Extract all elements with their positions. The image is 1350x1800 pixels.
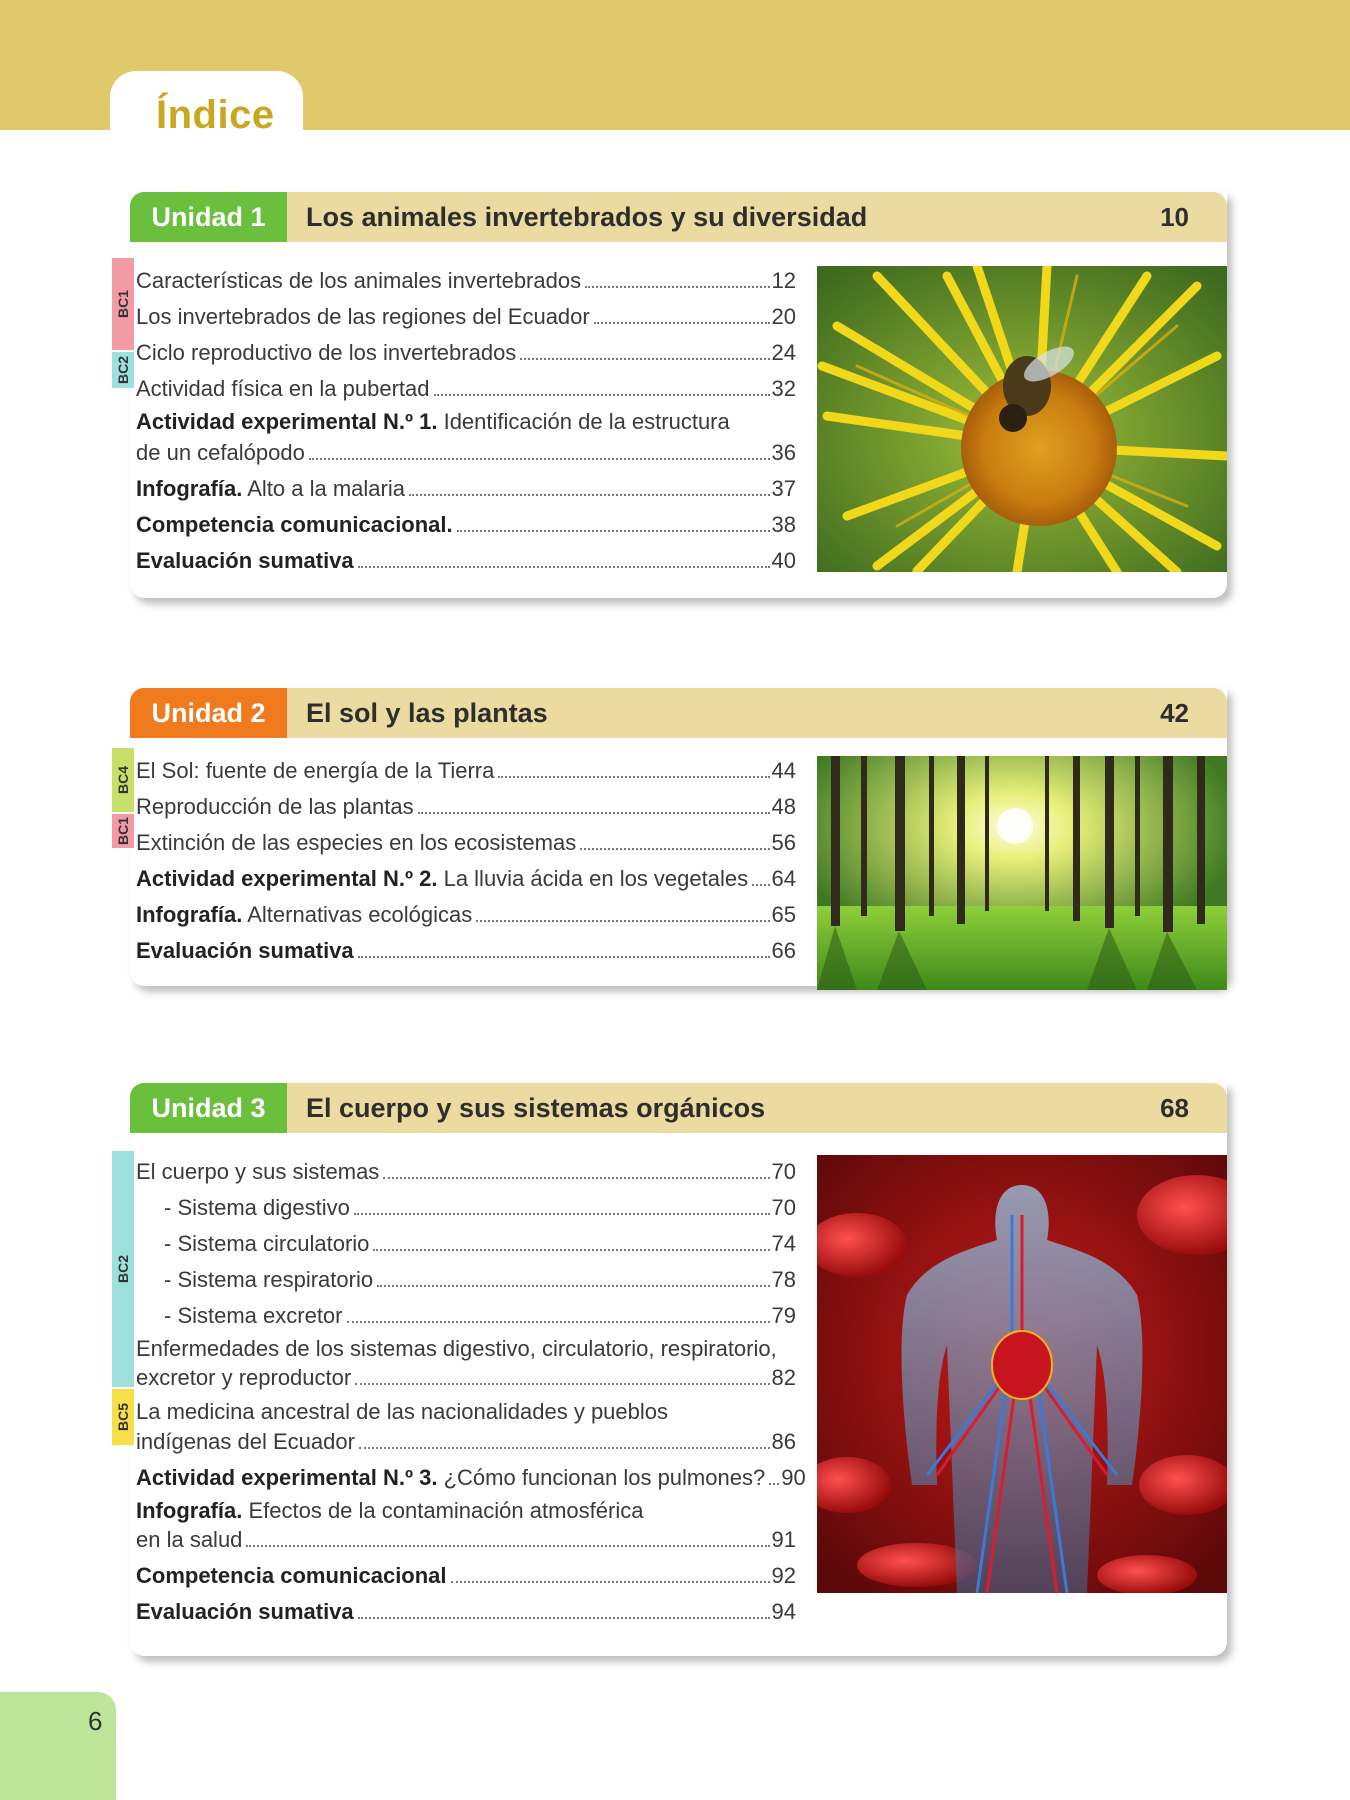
toc-entry[interactable]: Competencia comunicacional. 38: [136, 512, 796, 537]
toc-entry[interactable]: - Sistema circulatorio 74: [164, 1231, 796, 1256]
unit-2-title[interactable]: El sol y las plantas: [306, 698, 548, 728]
toc-entry[interactable]: Evaluación sumativa 40: [136, 548, 796, 573]
toc-entry[interactable]: Infografía. Alternativas ecológicas 65: [136, 902, 796, 927]
toc-entry[interactable]: Competencia comunicacional 92: [136, 1563, 796, 1588]
page-title: Índice: [156, 93, 275, 137]
bc-tag: BC1: [112, 814, 134, 848]
unit-3-toc: [115, 1149, 806, 1625]
unit-1-toc: [115, 258, 796, 574]
toc-entry[interactable]: - Sistema digestivo 70: [164, 1195, 796, 1220]
bc-tag: BC2: [112, 352, 134, 388]
unit-3-header: [130, 1083, 1227, 1133]
toc-entry[interactable]: Infografía. Efectos de la contaminación atmosférica en la salud 91: [136, 1498, 796, 1552]
unit-3-card: [115, 1083, 1227, 1656]
toc-entry[interactable]: El Sol: fuente de energía de la Tierra 44: [136, 758, 796, 783]
unit-2-header: [130, 688, 1227, 738]
unit-1-title[interactable]: Los animales invertebrados y su diversidad: [306, 202, 868, 232]
unit-3-page: 68: [1160, 1093, 1189, 1123]
bc-tag: BC2: [112, 1151, 134, 1387]
unit-2-badge: Unidad 2: [130, 688, 287, 738]
toc-entry[interactable]: Actividad experimental N.º 1. Identificación de la estructura de un cefalópodo 36: [136, 409, 796, 465]
toc-entry[interactable]: - Sistema respiratorio 78: [164, 1267, 796, 1292]
toc-entry[interactable]: Extinción de las especies en los ecosistemas 56: [136, 830, 796, 855]
toc-entry[interactable]: Ciclo reproductivo de los invertebrados 24: [136, 340, 796, 365]
toc-entry[interactable]: La medicina ancestral de las nacionalidades y pueblos indígenas del Ecuador 86: [136, 1399, 796, 1454]
toc-entry[interactable]: Infografía. Alto a la malaria 37: [136, 476, 796, 501]
sunflower-bee-photo: [817, 266, 1227, 572]
unit-1-page: 10: [1160, 202, 1189, 232]
toc-entry[interactable]: El cuerpo y sus sistemas 70: [136, 1159, 796, 1184]
toc-entry[interactable]: Enfermedades de los sistemas digestivo, circulatorio, respiratorio, excretor y reproductor 82: [136, 1336, 796, 1390]
unit-1-badge: Unidad 1: [130, 192, 287, 242]
forest-sunlight-photo: [817, 756, 1227, 990]
toc-entry[interactable]: Actividad experimental N.º 3. ¿Cómo funcionan los pulmones? 90: [136, 1465, 806, 1490]
unit-1-card: [115, 192, 1227, 598]
unit-3-title[interactable]: El cuerpo y sus sistemas orgánicos: [306, 1093, 766, 1123]
page-number: 6: [88, 1706, 103, 1736]
bc-tag: BC5: [112, 1389, 134, 1445]
unit-3-badge: Unidad 3: [130, 1083, 287, 1133]
toc-entry[interactable]: Reproducción de las plantas 48: [136, 794, 796, 819]
toc-entry[interactable]: - Sistema excretor 79: [164, 1303, 796, 1328]
toc-entry[interactable]: Características de los animales invertebrados 12: [136, 268, 796, 293]
unit-2-page: 42: [1160, 698, 1189, 728]
unit-2-toc: [115, 748, 796, 964]
toc-entry[interactable]: Actividad experimental N.º 2. La lluvia ácida en los vegetales 64: [136, 866, 796, 891]
toc-entry[interactable]: Evaluación sumativa 66: [136, 938, 796, 963]
toc-entry[interactable]: Los invertebrados de las regiones del Ecuador 20: [136, 304, 796, 329]
human-circulatory-system-photo: [817, 1155, 1227, 1593]
bc-tag: BC1: [112, 258, 134, 350]
toc-entry[interactable]: Actividad física en la pubertad 32: [136, 376, 796, 401]
toc-entry[interactable]: Evaluación sumativa 94: [136, 1599, 796, 1624]
unit-1-header: [130, 192, 1227, 242]
unit-2-card: [115, 688, 1227, 986]
bc-tag: BC4: [112, 748, 134, 812]
